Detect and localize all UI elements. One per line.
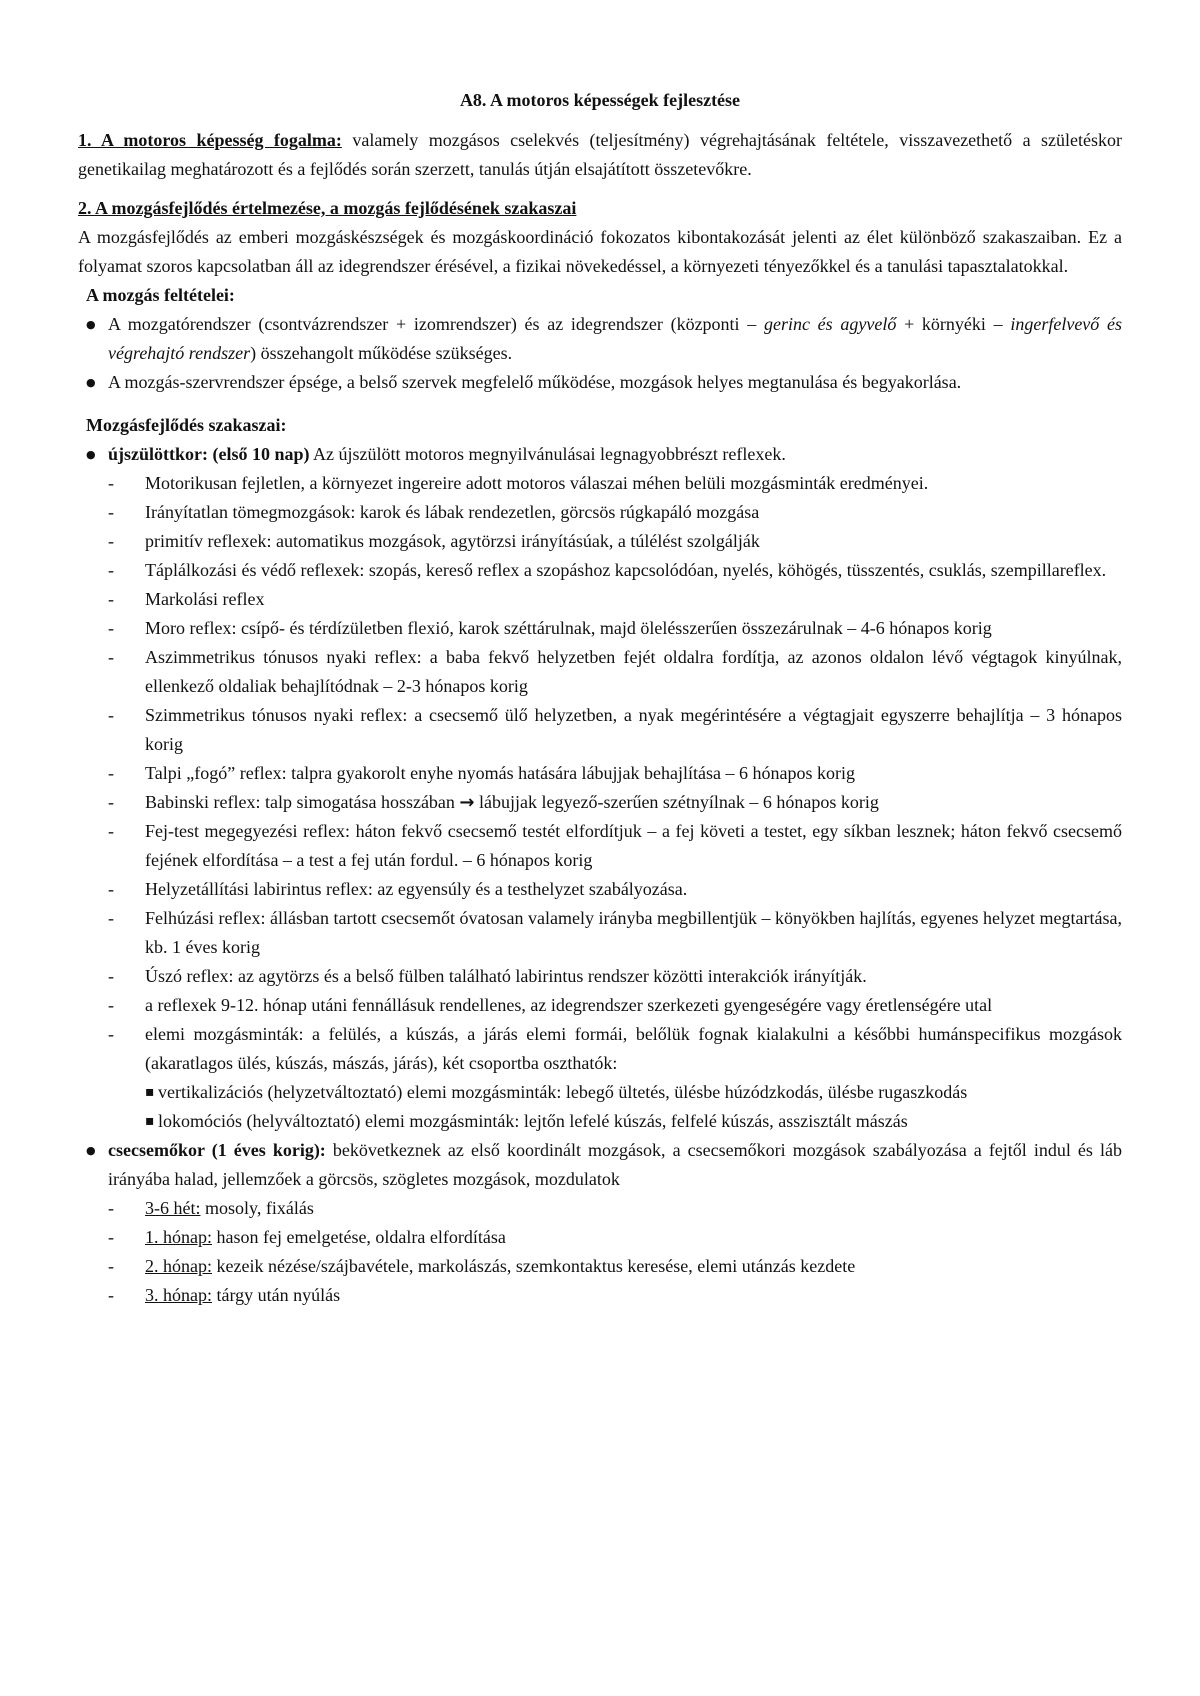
stage-infant-label: csecsemőkor (1 éves korig): bbox=[108, 1140, 326, 1160]
list-item: - Szimmetrikus tónusos nyaki reflex: a csecsemő ülő helyzetben, a nyak megérintésére a végtagjait egyszerre behajlítja – 3 hónapos korig bbox=[108, 701, 1122, 759]
milestone-text: kezeik nézése/szájbavétele, markolászás, szemkontaktus keresése, elemi utánzás kezdete bbox=[212, 1256, 856, 1276]
milestone-term: 3. hónap: bbox=[145, 1285, 212, 1305]
right-arrow-icon: → bbox=[459, 792, 475, 813]
list-item bbox=[108, 1252, 1122, 1281]
conditions-list bbox=[78, 310, 1122, 397]
list-item: - Motorikusan fejletlen, a környezet ingereire adott motoros válaszai méhen belüli mozgásminták eredményei. bbox=[108, 469, 1122, 498]
milestone-term: 2. hónap: bbox=[145, 1256, 212, 1276]
document-title: A8. A motoros képességek fejlesztése bbox=[459, 90, 741, 110]
list-item: - Irányítatlan tömegmozgások: karok és lábak rendezetlen, görcsös rúgkapáló mozgása bbox=[108, 498, 1122, 527]
babinski-text-a: Babinski reflex: talp simogatása hosszában bbox=[145, 792, 460, 812]
milestone-term: 3-6 hét: bbox=[145, 1198, 201, 1218]
section-1-heading: 1. A motoros képesség fogalma: bbox=[78, 130, 342, 150]
list-item: - Markolási reflex bbox=[108, 585, 1122, 614]
milestone-term: 1. hónap: bbox=[145, 1227, 212, 1247]
list-item: ▪ vertikalizációs (helyzetváltoztató) elemi mozgásminták: lebegő ültetés, ülésbe húzódzkodás, ülésbe rugaszkodás bbox=[145, 1078, 1122, 1107]
newborn-reflex-list bbox=[108, 469, 1122, 1136]
list-item: - Moro reflex: csípő- és térdízületben flexió, karok széttárulnak, majd ölelésszerűen összezárulnak – 4-6 hónapos korig bbox=[108, 614, 1122, 643]
stage-infant bbox=[78, 1136, 1122, 1194]
conditions-item-1-italic-1: gerinc és agyvelő bbox=[763, 314, 897, 334]
conditions-heading: A mozgás feltételei: bbox=[86, 285, 235, 305]
section-2-intro: A mozgásfejlődés az emberi mozgáskészségek és mozgáskoordináció fokozatos kibontakozását jelenti az élet különböző szakaszaiban. Ez a folyamat szoros kapcsolatban áll az idegrendszer érésével, a fizikai növekedéssel, a környezeti tényezőkkel és a tanulási tapasztalatokkal. bbox=[78, 227, 1122, 276]
section-1-text: valamely mozgásos cselekvés (teljesítmény) végrehajtásának feltétele, visszavezethető a születéskor genetikailag meghatározott és a fejlődés során szerzett, tanulás útján elsajátított összetevőkre. bbox=[78, 130, 1122, 179]
list-item-babinski bbox=[108, 788, 1122, 817]
babinski-text-b: lábujjak legyező-szerűen szétnyílnak – 6 hónapos korig bbox=[474, 792, 879, 812]
stage-newborn-label: újszülöttkor: (első 10 nap) bbox=[108, 444, 310, 464]
list-item: - Talpi „fogó” reflex: talpra gyakorolt enyhe nyomás hatására lábujjak behajlítása – 6 hónapos korig bbox=[108, 759, 1122, 788]
infant-milestone-list bbox=[108, 1194, 1122, 1310]
stage-newborn bbox=[78, 440, 1122, 1136]
conditions-item-1-text-a: A mozgatórendszer (csontvázrendszer + izomrendszer) és az idegrendszer (központi – bbox=[108, 314, 764, 334]
list-item: - Fej-test megegyezési reflex: háton fekvő csecsemő testét elfordítjuk – a fej követi a testet, egy síkban lesznek; háton fekvő csecsemő fejének elfordítása – a test a fej után fordul. – 6 hónapos korig bbox=[108, 817, 1122, 875]
stages-heading: Mozgásfejlődés szakaszai: bbox=[86, 415, 287, 435]
list-item: - Táplálkozási és védő reflexek: szopás, kereső reflex a szopáshoz kapcsolódóan, nyelés, köhögés, tüsszentés, csuklás, szempillareflex. bbox=[108, 556, 1122, 585]
conditions-item-1-text-b: + környéki – bbox=[896, 314, 1011, 334]
list-item bbox=[108, 1223, 1122, 1252]
elementary-patterns-text: elemi mozgásminták: a felülés, a kúszás, a járás elemi formái, belőlük fognak kialakulni a későbbi humánspecifikus mozgások (akaratlagos ülés, kúszás, mászás, járás), két csoportba oszthatók: bbox=[145, 1024, 1122, 1073]
list-item: - Helyzetállítási labirintus reflex: az egyensúly és a testhelyzet szabályozása. bbox=[108, 875, 1122, 904]
conditions-item-1-text-c: ) összehangolt működése szükséges. bbox=[250, 343, 513, 363]
stage-infant-text: bekövetkeznek az első koordinált mozgások, a csecsemőkori mozgások szabályozása a fejtől indul és láb irányába halad, jellemzőek a görcsös, szögletes mozgások, mozdulatok bbox=[108, 1140, 1122, 1189]
list-item: - Felhúzási reflex: állásban tartott csecsemőt óvatosan valamely irányba megbillentjük – könyökben hajlítás, egyenes helyzet megtartása, kb. 1 éves korig bbox=[108, 904, 1122, 962]
list-item: ▪ lokomóciós (helyváltoztató) elemi mozgásminták: lejtőn lefelé kúszás, felfelé kúszás, asszisztált mászás bbox=[145, 1107, 1122, 1136]
section-1-paragraph bbox=[78, 126, 1122, 184]
milestone-text: mosoly, fixálás bbox=[200, 1198, 314, 1218]
list-item bbox=[108, 1281, 1122, 1310]
list-item: - a reflexek 9-12. hónap utáni fennállásuk rendellenes, az idegrendszer szerkezeti gyengeségére vagy éretlenségére utal bbox=[108, 991, 1122, 1020]
list-item-elementary-patterns bbox=[108, 1020, 1122, 1136]
conditions-item-1 bbox=[78, 310, 1122, 368]
conditions-item-2: ● A mozgás-szervrendszer épsége, a belső szervek megfelelő működése, mozgások helyes megtanulása és begyakorlása. bbox=[78, 368, 1122, 397]
stages-list bbox=[78, 440, 1122, 1194]
stage-newborn-text: Az újszülött motoros megnyilvánulásai legnagyobbrészt reflexek. bbox=[309, 444, 786, 464]
milestone-text: tárgy után nyúlás bbox=[212, 1285, 341, 1305]
list-item: - primitív reflexek: automatikus mozgások, agytörzsi irányításúak, a túlélést szolgálják bbox=[108, 527, 1122, 556]
milestone-text: hason fej emelgetése, oldalra elfordítása bbox=[212, 1227, 506, 1247]
section-2-heading: 2. A mozgásfejlődés értelmezése, a mozgás fejlődésének szakaszai bbox=[78, 198, 577, 218]
conditions-item-1-italic-2: ingerfelvevő és végrehajtó rendszer bbox=[108, 314, 1123, 363]
list-item: - Aszimmetrikus tónusos nyaki reflex: a baba fekvő helyzetben fejét oldalra fordítja, az azonos oldalon lévő végtagok kinyúlnak, ellenkező oldaliak behajlítódnak – 2-3 hónapos korig bbox=[108, 643, 1122, 701]
list-item: - Úszó reflex: az agytörzs és a belső fülben található labirintus rendszer közötti interakciók irányítják. bbox=[108, 962, 1122, 991]
elementary-patterns-list bbox=[145, 1078, 1122, 1136]
list-item bbox=[108, 1194, 1122, 1223]
